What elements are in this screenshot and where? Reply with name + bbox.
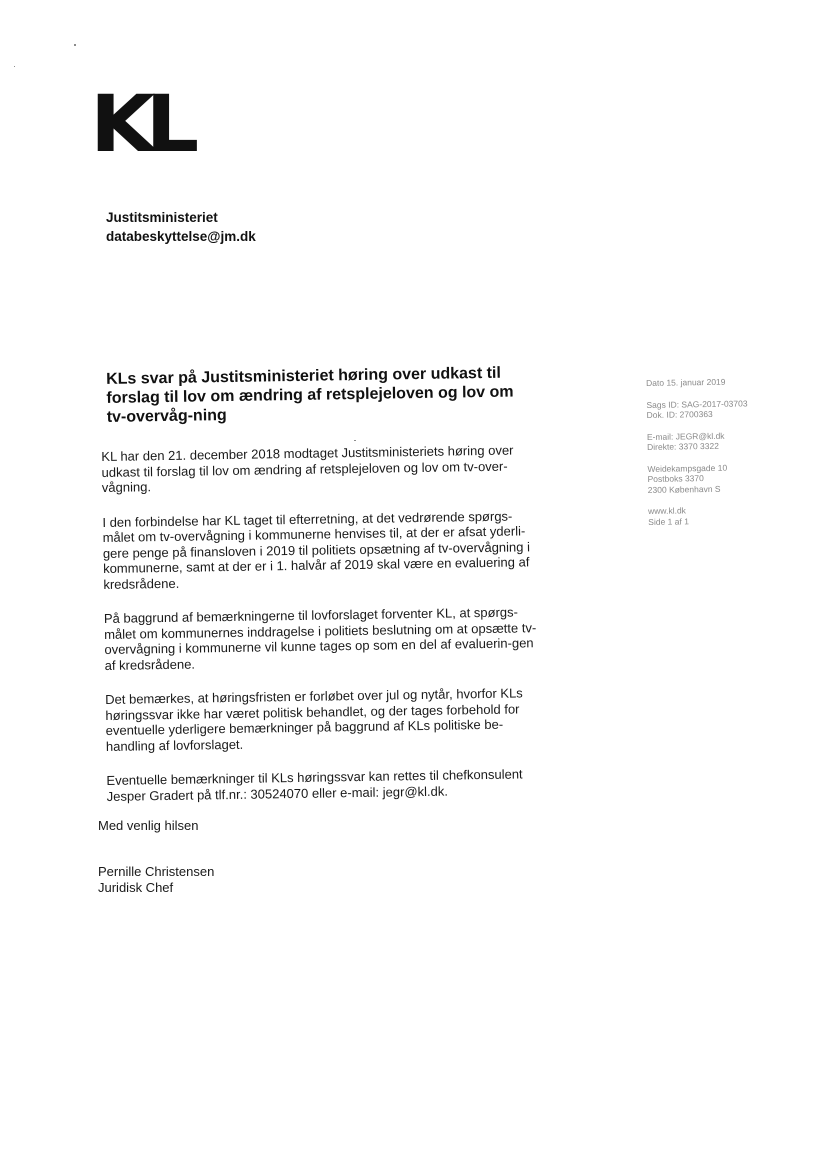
scan-speck [14, 66, 15, 67]
signer-name: Pernille Christensen [98, 864, 215, 879]
direct-phone-field: Direkte: 3370 3322 [647, 440, 719, 452]
metadata-sidebar [646, 376, 750, 538]
greeting: Med venlig hilsen [98, 818, 199, 833]
scan-speck [354, 440, 356, 441]
signature-block [98, 864, 214, 896]
paragraph: Eventuelle bemærkninger til KLs høringssvar kan rettes til chefkonsulent Jesper Gradert på tlf.nr.: 30524070 eller e-mail: jegr@kl.dk. [106, 766, 523, 804]
paragraph: KL har den 21. december 2018 modtaget Justitsministeriets høring over udkast til forslag til lov om ændring af retsplejeloven og lov om tv-over-vågning. [101, 442, 514, 495]
date-field: Dato 15. januar 2019 [646, 376, 726, 388]
paragraph: Det bemærkes, at høringsfristen er forløbet over jul og nytår, hvorfor KLs høringssvar ikke har været politisk behandlet, og der tages forbehold for eventuelle yderligere bemærkninger på baggrund af KLs politiske be-handling af lovforslaget. [105, 685, 523, 754]
recipient-block [106, 208, 256, 246]
page-count: Side 1 af 1 [648, 515, 689, 527]
scan-speck [74, 44, 76, 46]
website: www.kl.dk [648, 505, 686, 516]
recipient-name: Justitsministeriet [106, 210, 218, 225]
email-field: E-mail: JEGR@kl.dk [646, 430, 725, 442]
doc-id-field: Dok. ID: 2700363 [646, 408, 713, 420]
paragraph: I den forbindelse har KL taget til efterretning, at det vedrørende spørgs-målet om tv-overvågning i kommunerne henvises til, at der er afsat yderli-gere penge på finansloven i 2019 til politiets opsætning af tv-overvågning i kommunerne, samt at der er i 1. halvår af 2019 skal være en evaluering af kredsrådene. [102, 508, 531, 592]
paragraph: På baggrund af bemærkningerne til lovforslaget forventer KL, at spørgs-målet om kommunernes inddragelse i politiets beslutning om at opsætte tv-overvågning i kommunerne vil kunne tages op som en del af evaluerin-gen af kredsrådene. [103, 604, 537, 673]
letter-title: KLs svar på Justitsministeriet høring over udkast til forslag til lov om ændring af retsplejeloven og lov om tv-overvåg-ning [106, 364, 514, 426]
address-line: Postboks 3370 [647, 473, 704, 484]
signer-title: Juridisk Chef [98, 880, 174, 895]
kl-logo: KL [90, 80, 190, 170]
recipient-email: databeskyttelse@jm.dk [106, 229, 256, 244]
address-line: 2300 København S [647, 483, 721, 495]
address-line: Weidekampsgade 10 [647, 462, 728, 474]
letter-body [100, 363, 542, 823]
case-id-field: Sags ID: SAG-2017-03703 [646, 397, 748, 410]
